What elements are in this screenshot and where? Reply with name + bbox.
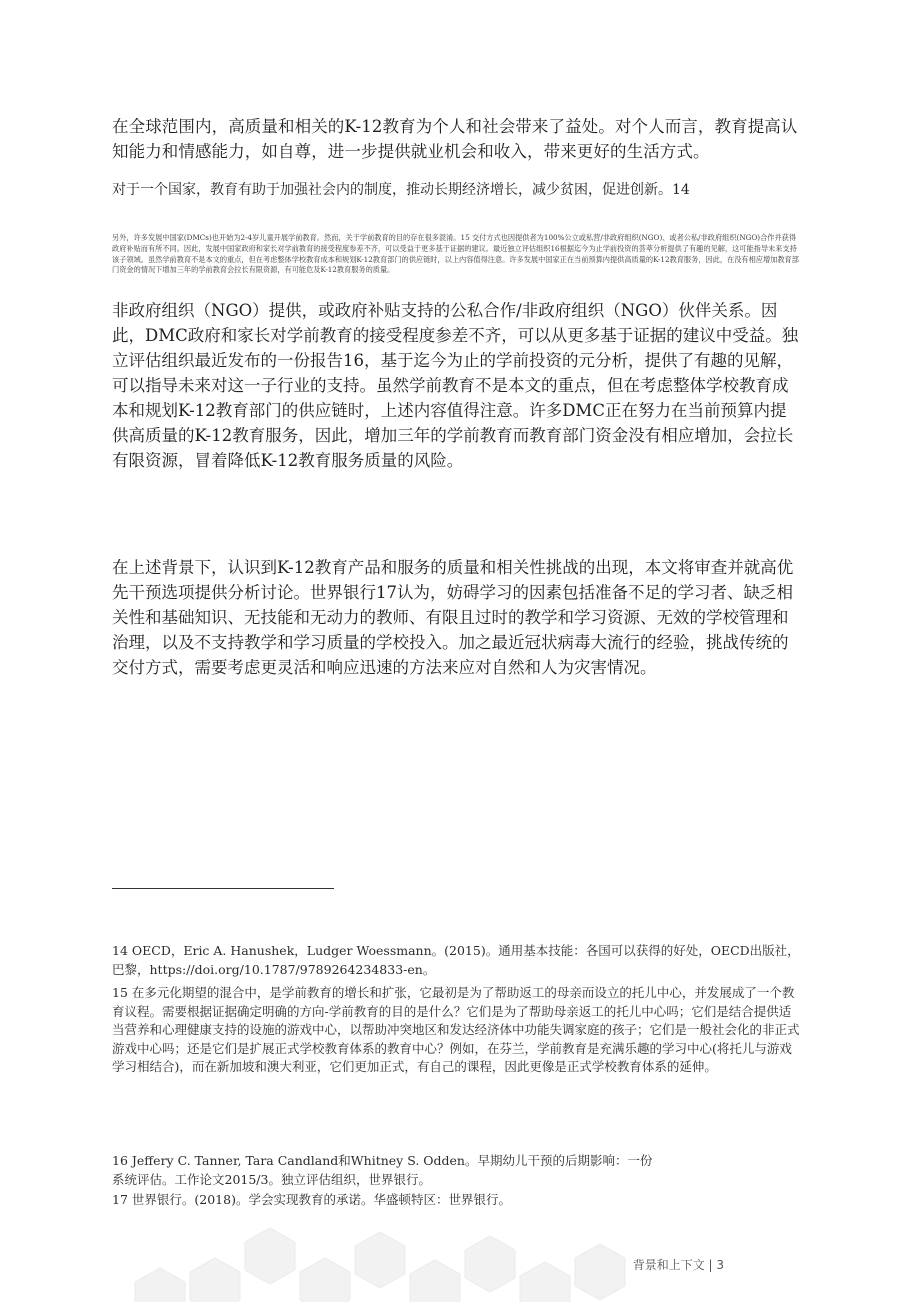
footnote-16-line-1: 16 Jeffery C. Tanner, Tara Candland和Whitney S. Odden。早期幼儿干预的后期影响：一份 (112, 1153, 653, 1168)
page-footer: 背景和上下文 | 3 (632, 1258, 724, 1272)
lead-paragraph: 在全球范围内，高质量和相关的K-12教育为个人和社会带来了益处。对个人而言，教育提高认知能力和情感能力，如自尊，进一步提供就业机会和收入，带来更好的生活方式。 (112, 117, 798, 161)
small-print-paragraph: 另外，许多发展中国家(DMCs)也开始为2-4岁儿童开展学前教育。然而，关于学前教育的目的存在很多混淆。15 交付方式也因提供者为100%公立或私营/非政府组织(NGO)、或者公私/非政府组织(NGO)合作并获得政府补贴而有所不同。因此，发展中国家政府和家长对学前教育的接受程度参差不齐，可以受益于更多基于证据的建议。最近独立评估组织16根据迄今为止学前投资的荟萃分析提供了有趣的见解，这可能指导未来支持该子领域。虽然学前教育不是本文的重点，但在考虑整体学校教育成本和规划K-12教育部门的供应链时，以上内容值得注意。许多发展中国家正在当前预算内提供高质量的K-12教育服务，因此，在没有相应增加教育部门资金的情况下增加三年的学前教育会拉长有限资源，有可能危及K-12教育服务的质量。 (112, 233, 799, 275)
footnote-16-line-2: 系统评估。工作论文2015/3。独立评估组织，世界银行。 (112, 1171, 431, 1187)
footnote-16 (112, 1152, 802, 1189)
footnote-15: 15 在多元化期望的混合中，是学前教育的增长和扩张，它最初是为了帮助返工的母亲而设立的托儿中心，并发展成了一个教育议程。需要根据证据确定明确的方向-学前教育的目的是什么？它们是为了帮助母亲返工的托儿中心吗；它们是结合提供适当营养和心理健康支持的设施的游戏中心，以帮助冲突地区和发达经济体中功能失调家庭的孩子；它们是一般社会化的非正式游戏中心吗；还是它们是扩展正式学校教育体系的教育中心？例如，在芬兰，学前教育是充满乐趣的学习中心(将托儿与游戏学习相结合)，而在新加坡和澳大利亚，它们更加正式，有自己的课程，因此更像是正式学校教育体系的延伸。 (112, 985, 800, 1074)
footnote-14: 14 OECD，Eric A. Hanushek，Ludger Woessmann。(2015)。通用基本技能：各国可以获得的好处，OECD出版社，巴黎，https://doi.org/10.1787/9789264234833-en。 (112, 943, 800, 977)
background-paragraph: 在上述背景下，认识到K-12教育产品和服务的质量和相关性挑战的出现，本文将审查并就高优先干预选项提供分析讨论。世界银行17认为，妨碍学习的因素包括准备不足的学习者、缺乏相关性和基础知识、无技能和无动力的教师、有限且过时的教学和学习资源、无效的学校管理和治理，以及不支持教学和学习质量的学校投入。加之最近冠状病毒大流行的经验，挑战传统的交付方式，需要考虑更灵活和响应迅速的方法来应对自然和人为灾害情况。 (112, 558, 794, 677)
main-paragraph: 非政府组织（NGO）提供，或政府补贴支持的公私合作/非政府组织（NGO）伙伴关系。因此，DMC政府和家长对学前教育的接受程度参差不齐，可以从更多基于证据的建议中受益。独立评估组织最近发布的一份报告16，基于迄今为止的学前投资的元分析，提供了有趣的见解，可以指导未来对这一子行业的支持。虽然学前教育不是本文的重点，但在考虑整体学校教育成本和规划K-12教育部门的供应链时，上述内容值得注意。许多DMC正在努力在当前预算内提供高质量的K-12教育服务，因此，增加三年的学前教育而教育部门资金没有相应增加，会拉长有限资源，冒着降低K-12教育服务质量的风险。 (112, 301, 799, 470)
footnote-17: 17 世界银行。(2018)。学会实现教育的承诺。华盛顿特区：世界银行。 (112, 1192, 511, 1207)
hexagon-pattern-icon (40, 1202, 800, 1302)
second-paragraph: 对于一个国家，教育有助于加强社会内的制度，推动长期经济增长，减少贫困，促进创新。14 (112, 182, 690, 198)
footnote-divider (112, 888, 334, 889)
